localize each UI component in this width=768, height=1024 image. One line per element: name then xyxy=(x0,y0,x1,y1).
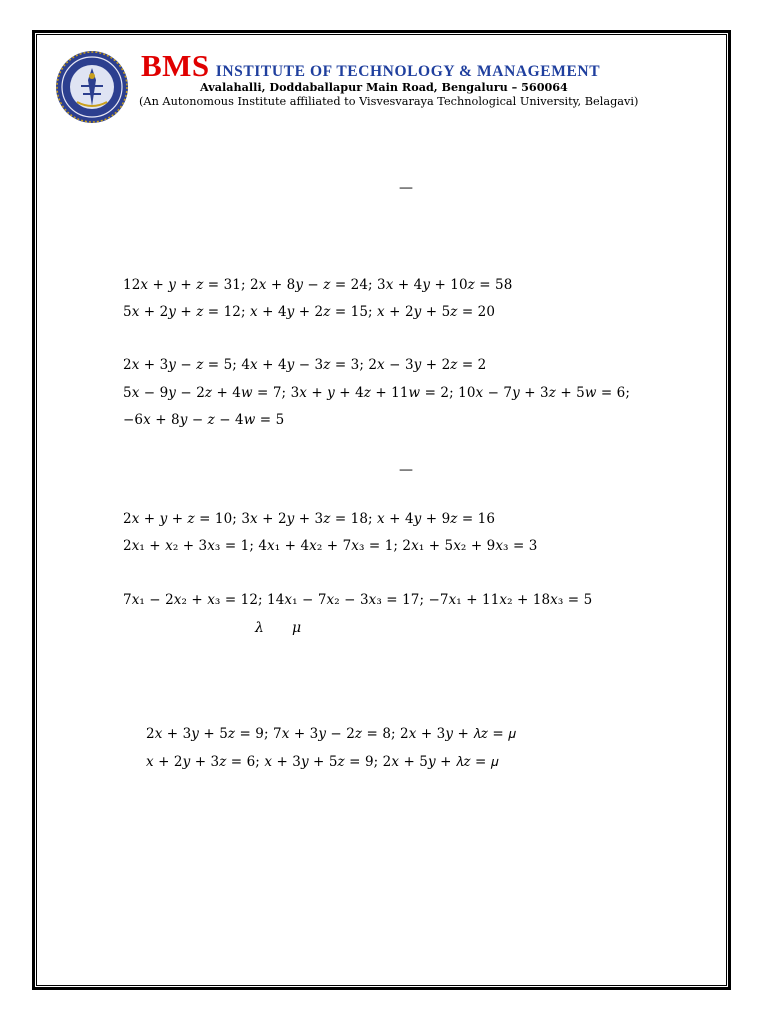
institute-logo xyxy=(55,50,129,124)
page-inner-border xyxy=(36,34,727,986)
equation-line: 2𝑥 + 3𝑦 + 5𝑧 = 9; 7𝑥 + 3𝑦 − 2𝑧 = 8; 2𝑥 + 3𝑦 + 𝜆𝑧 = 𝜇 xyxy=(146,726,516,742)
footer-rule xyxy=(36,988,731,990)
brand-acronym: BMS xyxy=(141,48,210,83)
institute-title xyxy=(141,48,600,84)
section-1-heading-mark: — xyxy=(399,180,413,196)
institute-affiliation: (An Autonomous Institute affiliated to Visvesvaraya Technological University, Belagavi) xyxy=(139,95,639,108)
equation-line: 𝑥 + 2𝑦 + 3𝑧 = 6; 𝑥 + 3𝑦 + 5𝑧 = 9; 2𝑥 + 5𝑦 + 𝜆𝑧 = 𝜇 xyxy=(146,754,499,770)
equation-line: 7𝑥₁ − 2𝑥₂ + 𝑥₃ = 12; 14𝑥₁ − 7𝑥₂ − 3𝑥₃ = 17; −7𝑥₁ + 11𝑥₂ + 18𝑥₃ = 5 xyxy=(123,592,593,608)
equation-line: 5𝑥 − 9𝑦 − 2𝑧 + 4𝑤 = 7; 3𝑥 + 𝑦 + 4𝑧 + 11𝑤 = 2; 10𝑥 − 7𝑦 + 3𝑧 + 5𝑤 = 6; xyxy=(123,385,631,401)
lambda-symbol: 𝜆 xyxy=(255,620,264,636)
equation-line: 5𝑥 + 2𝑦 + 𝑧 = 12; 𝑥 + 4𝑦 + 2𝑧 = 15; 𝑥 + 2𝑦 + 5𝑧 = 20 xyxy=(123,304,496,320)
section-2-heading-mark: — xyxy=(399,462,413,478)
institute-address: Avalahalli, Doddaballapur Main Road, Bengaluru – 560064 xyxy=(200,80,568,94)
equation-line: 2𝑥 + 3𝑦 − 𝑧 = 5; 4𝑥 + 4𝑦 − 3𝑧 = 3; 2𝑥 − 3𝑦 + 2𝑧 = 2 xyxy=(123,357,487,373)
equation-line: 2𝑥 + 𝑦 + 𝑧 = 10; 3𝑥 + 2𝑦 + 3𝑧 = 18; 𝑥 + 4𝑦 + 9𝑧 = 16 xyxy=(123,511,496,527)
equation-line: 12𝑥 + 𝑦 + 𝑧 = 31; 2𝑥 + 8𝑦 − 𝑧 = 24; 3𝑥 + 4𝑦 + 10𝑧 = 58 xyxy=(123,277,513,293)
equation-line: 2𝑥₁ + 𝑥₂ + 3𝑥₃ = 1; 4𝑥₁ + 4𝑥₂ + 7𝑥₃ = 1; 2𝑥₁ + 5𝑥₂ + 9𝑥₃ = 3 xyxy=(123,538,538,554)
equation-line: −6𝑥 + 8𝑦 − 𝑧 − 4𝑤 = 5 xyxy=(123,412,285,428)
mu-symbol: 𝜇 xyxy=(292,620,302,636)
brand-full-name: INSTITUTE OF TECHNOLOGY & MANAGEMENT xyxy=(215,63,601,80)
